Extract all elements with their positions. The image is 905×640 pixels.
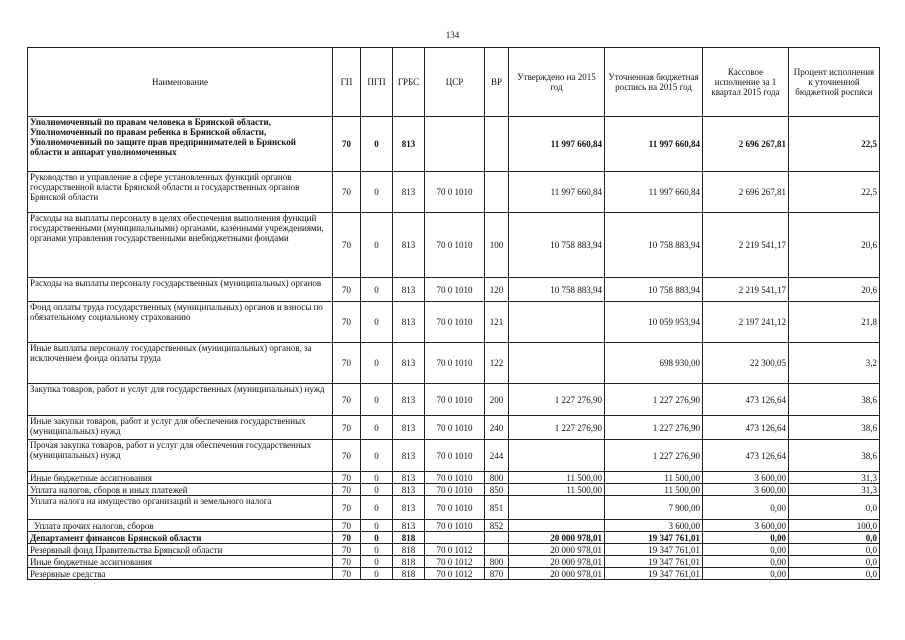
cell-name: Резервный фонд Правительства Брянской области [28, 544, 333, 556]
table-row [28, 484, 880, 496]
cell-gp: 70 [333, 117, 361, 172]
cell-gp: 70 [333, 484, 361, 496]
col-header-grbs: ГРБС [393, 48, 425, 117]
cell-refined: 10 758 883,94 [605, 278, 703, 302]
cell-name: Фонд оплаты труда государственных (муниципальных) органов и взносы по обязательному социальному страхованию [28, 302, 333, 343]
cell-vr: 120 [485, 278, 509, 302]
cell-percent: 38,6 [789, 440, 880, 472]
cell-refined: 10 758 883,94 [605, 213, 703, 278]
cell-approved: 20 000 978,01 [509, 556, 605, 568]
col-header-gp: ГП [333, 48, 361, 117]
cell-cash: 3 600,00 [703, 472, 789, 484]
cell-percent: 0,0 [789, 544, 880, 556]
cell-percent: 38,6 [789, 416, 880, 440]
cell-refined: 3 600,00 [605, 520, 703, 532]
cell-name: Иные закупки товаров, работ и услуг для обеспечения государственных (муниципальных) нужд [28, 416, 333, 440]
cell-name: Уполномоченный по правам человека в Брянской области, Уполномоченный по правам ребенка в Брянской области, Уполномоченный по защите прав предпринимателей в Брянской области и аппарат уполномоченных [28, 117, 333, 172]
cell-percent: 21,8 [789, 302, 880, 343]
cell-csr: 70 0 1010 [425, 343, 485, 384]
cell-approved: 1 227 276,90 [509, 416, 605, 440]
cell-pgp: 0 [361, 416, 393, 440]
page-number: 134 [445, 30, 460, 40]
table-row [28, 384, 880, 416]
cell-name: Иные бюджетные ассигнования [28, 556, 333, 568]
cell-cash: 473 126,64 [703, 440, 789, 472]
cell-cash: 0,00 [703, 532, 789, 544]
cell-approved: 11 997 660,84 [509, 117, 605, 172]
cell-gp: 70 [333, 556, 361, 568]
cell-csr: 70 0 1012 [425, 544, 485, 556]
cell-refined: 11 997 660,84 [605, 117, 703, 172]
cell-percent: 22,5 [789, 117, 880, 172]
cell-percent: 0,0 [789, 556, 880, 568]
cell-grbs: 813 [393, 343, 425, 384]
cell-gp: 70 [333, 343, 361, 384]
cell-vr: 852 [485, 520, 509, 532]
cell-cash: 0,00 [703, 544, 789, 556]
col-header-approved: Утверждено на 2015 год [509, 48, 605, 117]
cell-gp: 70 [333, 520, 361, 532]
table-row [28, 302, 880, 343]
cell-cash: 2 219 541,17 [703, 278, 789, 302]
cell-vr [485, 172, 509, 213]
col-header-csr: ЦСР [425, 48, 485, 117]
cell-csr: 70 0 1010 [425, 384, 485, 416]
cell-refined: 19 347 761,01 [605, 568, 703, 580]
cell-vr: 200 [485, 384, 509, 416]
cell-gp: 70 [333, 213, 361, 278]
cell-csr [425, 532, 485, 544]
cell-name: Иные выплаты персоналу государственных (муниципальных) органов, за исключением фонда оплаты труда [28, 343, 333, 384]
cell-gp: 70 [333, 440, 361, 472]
cell-gp: 70 [333, 302, 361, 343]
cell-percent: 20,6 [789, 278, 880, 302]
cell-name: Уплата налогов, сборов и иных платежей [28, 484, 333, 496]
cell-csr: 70 0 1010 [425, 416, 485, 440]
cell-percent: 0,0 [789, 532, 880, 544]
table-row [28, 172, 880, 213]
cell-grbs: 813 [393, 520, 425, 532]
cell-cash: 22 300,05 [703, 343, 789, 384]
cell-pgp: 0 [361, 568, 393, 580]
cell-csr: 70 0 1010 [425, 172, 485, 213]
cell-percent: 100,0 [789, 520, 880, 532]
cell-vr: 244 [485, 440, 509, 472]
cell-name: Прочая закупка товаров, работ и услуг для обеспечения государственных (муниципальных) нужд [28, 440, 333, 472]
table-row [28, 520, 880, 532]
cell-pgp: 0 [361, 484, 393, 496]
col-header-refined: Уточненная бюджетная роспись на 2015 год [605, 48, 703, 117]
table-row [28, 440, 880, 472]
cell-csr: 70 0 1010 [425, 302, 485, 343]
cell-percent: 20,6 [789, 213, 880, 278]
cell-pgp: 0 [361, 532, 393, 544]
cell-name: Резервные средства [28, 568, 333, 580]
cell-vr: 870 [485, 568, 509, 580]
cell-name: Иные бюджетные ассигнования [28, 472, 333, 484]
cell-csr: 70 0 1010 [425, 213, 485, 278]
cell-csr: 70 0 1010 [425, 496, 485, 520]
header-row [28, 48, 880, 117]
cell-percent: 31,3 [789, 484, 880, 496]
cell-approved: 1 227 276,90 [509, 384, 605, 416]
cell-refined: 11 997 660,84 [605, 172, 703, 213]
cell-vr: 850 [485, 484, 509, 496]
cell-vr: 800 [485, 556, 509, 568]
cell-pgp: 0 [361, 278, 393, 302]
table-row [28, 117, 880, 172]
cell-approved: 10 758 883,94 [509, 278, 605, 302]
col-header-cash: Кассовое исполнение за 1 квартал 2015 года [703, 48, 789, 117]
table-row [28, 556, 880, 568]
cell-grbs: 818 [393, 544, 425, 556]
cell-name: Расходы на выплаты персоналу государственных (муниципальных) органов [28, 278, 333, 302]
cell-name: Департамент финансов Брянской области [28, 532, 333, 544]
cell-grbs: 813 [393, 496, 425, 520]
cell-refined: 19 347 761,01 [605, 532, 703, 544]
cell-csr: 70 0 1010 [425, 278, 485, 302]
cell-approved [509, 440, 605, 472]
cell-percent: 3,2 [789, 343, 880, 384]
cell-vr: 851 [485, 496, 509, 520]
cell-cash: 3 600,00 [703, 484, 789, 496]
cell-approved [509, 302, 605, 343]
cell-pgp: 0 [361, 520, 393, 532]
cell-gp: 70 [333, 532, 361, 544]
cell-percent: 38,6 [789, 384, 880, 416]
cell-percent: 31,3 [789, 472, 880, 484]
cell-pgp: 0 [361, 440, 393, 472]
cell-csr: 70 0 1010 [425, 472, 485, 484]
budget-table [27, 47, 880, 580]
cell-vr: 800 [485, 472, 509, 484]
cell-approved [509, 520, 605, 532]
cell-grbs: 813 [393, 172, 425, 213]
cell-cash: 2 197 241,12 [703, 302, 789, 343]
cell-refined: 10 059 953,94 [605, 302, 703, 343]
cell-refined: 1 227 276,90 [605, 440, 703, 472]
cell-vr: 122 [485, 343, 509, 384]
cell-approved: 11 500,00 [509, 484, 605, 496]
cell-grbs: 813 [393, 213, 425, 278]
table-row [28, 416, 880, 440]
cell-gp: 70 [333, 496, 361, 520]
cell-grbs: 813 [393, 117, 425, 172]
cell-refined: 19 347 761,01 [605, 544, 703, 556]
cell-csr: 70 0 1012 [425, 556, 485, 568]
cell-approved: 20 000 978,01 [509, 568, 605, 580]
cell-cash: 3 600,00 [703, 520, 789, 532]
col-header-vr: ВР [485, 48, 509, 117]
cell-percent: 0,0 [789, 568, 880, 580]
cell-refined: 698 930,00 [605, 343, 703, 384]
table-row [28, 343, 880, 384]
cell-grbs: 813 [393, 302, 425, 343]
cell-gp: 70 [333, 568, 361, 580]
cell-pgp: 0 [361, 556, 393, 568]
cell-cash: 473 126,64 [703, 416, 789, 440]
cell-name: Расходы на выплаты персоналу в целях обеспечения выполнения функций государственными (муниципальными) органами, казенными учреждениями, органами управления государственными внебюджетными фондами [28, 213, 333, 278]
cell-refined: 11 500,00 [605, 472, 703, 484]
cell-name: Закупка товаров, работ и услуг для государственных (муниципальных) нужд [28, 384, 333, 416]
cell-vr: 240 [485, 416, 509, 440]
cell-grbs: 813 [393, 440, 425, 472]
cell-pgp: 0 [361, 172, 393, 213]
cell-pgp: 0 [361, 496, 393, 520]
cell-name: Руководство и управление в сфере установленных функций органов государственной власти Брянской области и государственных органов Брянской области [28, 172, 333, 213]
cell-pgp: 0 [361, 544, 393, 556]
cell-approved [509, 343, 605, 384]
cell-refined: 1 227 276,90 [605, 416, 703, 440]
cell-csr: 70 0 1010 [425, 440, 485, 472]
cell-vr [485, 117, 509, 172]
cell-vr: 100 [485, 213, 509, 278]
cell-refined: 19 347 761,01 [605, 556, 703, 568]
cell-grbs: 813 [393, 384, 425, 416]
cell-pgp: 0 [361, 302, 393, 343]
cell-approved: 20 000 978,01 [509, 544, 605, 556]
table-row [28, 544, 880, 556]
cell-cash: 0,00 [703, 496, 789, 520]
cell-grbs: 818 [393, 568, 425, 580]
cell-vr [485, 544, 509, 556]
cell-cash: 473 126,64 [703, 384, 789, 416]
cell-grbs: 813 [393, 484, 425, 496]
table-row [28, 213, 880, 278]
cell-pgp: 0 [361, 117, 393, 172]
cell-approved: 11 997 660,84 [509, 172, 605, 213]
table-row [28, 278, 880, 302]
cell-cash: 0,00 [703, 568, 789, 580]
cell-pgp: 0 [361, 343, 393, 384]
cell-csr: 70 0 1012 [425, 568, 485, 580]
cell-approved: 10 758 883,94 [509, 213, 605, 278]
cell-gp: 70 [333, 472, 361, 484]
table-row [28, 568, 880, 580]
cell-cash: 0,00 [703, 556, 789, 568]
table-row [28, 496, 880, 520]
cell-percent: 22,5 [789, 172, 880, 213]
cell-gp: 70 [333, 172, 361, 213]
cell-grbs: 813 [393, 472, 425, 484]
cell-pgp: 0 [361, 472, 393, 484]
cell-grbs: 818 [393, 556, 425, 568]
cell-csr [425, 117, 485, 172]
cell-gp: 70 [333, 278, 361, 302]
cell-grbs: 813 [393, 278, 425, 302]
cell-pgp: 0 [361, 384, 393, 416]
cell-refined: 1 227 276,90 [605, 384, 703, 416]
cell-gp: 70 [333, 544, 361, 556]
cell-refined: 11 500,00 [605, 484, 703, 496]
cell-vr [485, 532, 509, 544]
cell-cash: 2 219 541,17 [703, 213, 789, 278]
cell-gp: 70 [333, 416, 361, 440]
cell-name: Уплата прочих налогов, сборов [28, 520, 333, 532]
cell-grbs: 813 [393, 416, 425, 440]
cell-approved: 11 500,00 [509, 472, 605, 484]
cell-approved: 20 000 978,01 [509, 532, 605, 544]
cell-percent: 0,0 [789, 496, 880, 520]
cell-csr: 70 0 1010 [425, 484, 485, 496]
cell-pgp: 0 [361, 213, 393, 278]
cell-cash: 2 696 267,81 [703, 117, 789, 172]
table-row [28, 472, 880, 484]
cell-grbs: 818 [393, 532, 425, 544]
cell-approved [509, 496, 605, 520]
col-header-name: Наименование [28, 48, 333, 117]
col-header-pgp: ПГП [361, 48, 393, 117]
cell-gp: 70 [333, 384, 361, 416]
cell-refined: 7 900,00 [605, 496, 703, 520]
col-header-percent: Процент исполнения к уточненной бюджетной росписи [789, 48, 880, 117]
cell-vr: 121 [485, 302, 509, 343]
cell-csr: 70 0 1010 [425, 520, 485, 532]
cell-cash: 2 696 267,81 [703, 172, 789, 213]
table-row [28, 532, 880, 544]
cell-name: Уплата налога на имущество организаций и земельного налога [28, 496, 333, 520]
